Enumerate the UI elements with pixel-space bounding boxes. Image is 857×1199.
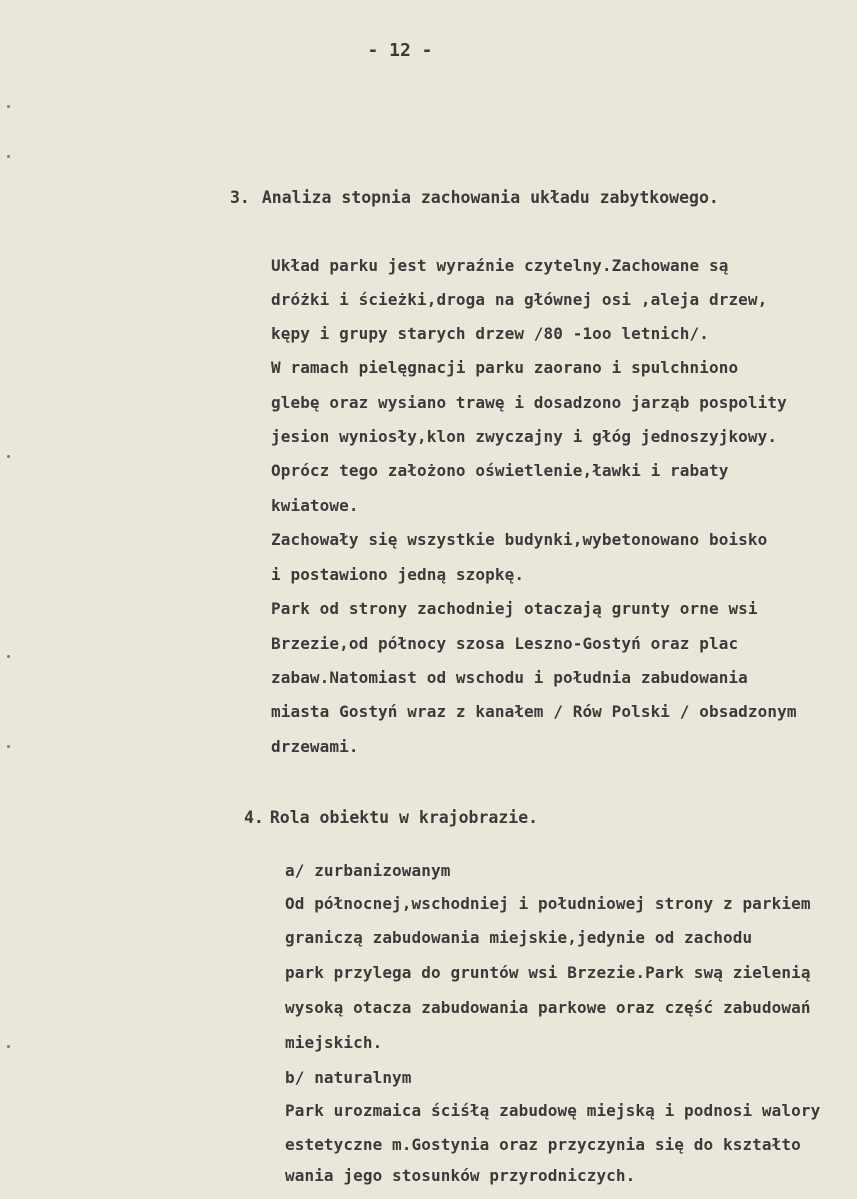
- text-line: Oprócz tego założono oświetlenie,ławki i rabaty: [271, 461, 729, 480]
- text-line: Zachowały się wszystkie budynki,wybetonowano boisko: [271, 530, 768, 549]
- text-line: miejskich.: [285, 1033, 383, 1052]
- text-line: estetyczne m.Gostynia oraz przyczynia się do kształto: [285, 1135, 801, 1154]
- page-number: - 12 -: [367, 40, 433, 61]
- text-line: graniczą zabudowania miejskie,jedynie od zachodu: [285, 928, 753, 947]
- section-4-heading: [244, 808, 538, 827]
- text-line: i postawiono jedną szopkę.: [271, 565, 525, 584]
- text-line: W ramach pielęgnacji parku zaorano i spulchniono: [271, 358, 739, 377]
- text-line: b/ naturalnym: [285, 1068, 412, 1087]
- text-line: Od północnej,wschodniej i południowej strony z parkiem: [285, 894, 811, 913]
- section-3-title: Analiza stopnia zachowania układu zabytkowego.: [261, 188, 719, 207]
- text-line: glebę oraz wysiano trawę i dosadzono jarząb pospolity: [271, 393, 787, 412]
- margin-dot: [7, 105, 10, 108]
- text-line: kwiatowe.: [271, 496, 359, 515]
- text-line: Park od strony zachodniej otaczają grunty orne wsi: [271, 599, 758, 618]
- text-line: miasta Gostyń wraz z kanałem / Rów Polski / obsadzonym: [271, 702, 797, 721]
- margin-dot: [7, 1045, 10, 1048]
- text-line: Układ parku jest wyraźnie czytelny.Zachowane są: [271, 256, 729, 275]
- margin-dot: [7, 745, 10, 748]
- section-3-heading: [230, 188, 719, 207]
- section-4-title: Rola obiektu w krajobrazie.: [269, 808, 539, 827]
- text-line: park przylega do gruntów wsi Brzezie.Park swą zielenią: [285, 963, 811, 982]
- text-line: wania jego stosunków przyrodniczych.: [285, 1166, 636, 1185]
- text-line: Brzezie,od północy szosa Leszno-Gostyń oraz plac: [271, 634, 739, 653]
- margin-dot: [7, 155, 10, 158]
- text-line: zabaw.Natomiast od wschodu i południa zabudowania: [271, 668, 748, 687]
- text-line: drzewami.: [271, 737, 359, 756]
- text-line: jesion wyniosły,klon zwyczajny i głóg jednoszyjkowy.: [271, 427, 778, 446]
- text-line: dróżki i ścieżki,droga na głównej osi ,aleja drzew,: [271, 290, 768, 309]
- section-4-number: 4.: [244, 808, 264, 827]
- margin-dot: [7, 655, 10, 658]
- text-line: kępy i grupy starych drzew /80 -1oo letnich/.: [271, 324, 709, 343]
- margin-dot: [7, 455, 10, 458]
- text-line: a/ zurbanizowanym: [285, 861, 451, 880]
- section-3-number: 3.: [230, 188, 250, 207]
- text-line: wysoką otacza zabudowania parkowe oraz część zabudowań: [285, 998, 811, 1017]
- text-line: Park urozmaica ściśłą zabudowę miejską i podnosi walory: [285, 1101, 821, 1120]
